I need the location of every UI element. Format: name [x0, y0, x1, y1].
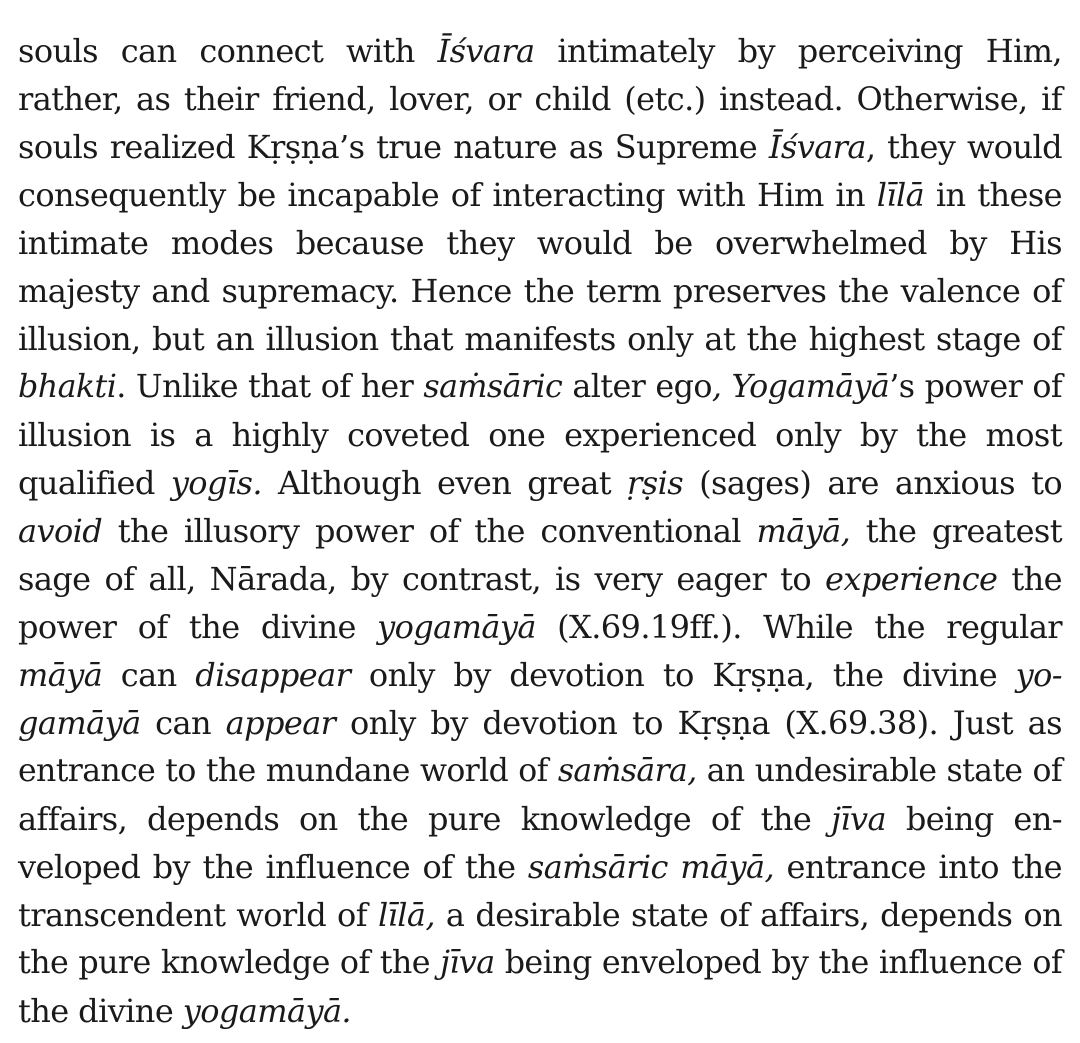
text-run: veloped by the influence of the: [18, 848, 528, 886]
text-run: only by devotion to Kṛṣṇa (X.69.38). Just as: [335, 704, 1062, 742]
text-run: entrance into the: [774, 848, 1062, 886]
text-run: intimate modes because they would be overwhelmed by His: [18, 224, 1062, 262]
italic-term: māyā: [18, 656, 103, 694]
text-run: souls realized Kṛṣṇa’s true nature as Supreme: [18, 128, 769, 166]
text-run: affairs, depends on the pure knowledge of the: [18, 800, 832, 838]
italic-term: disappear: [195, 656, 351, 694]
italic-term: gamāyā: [18, 704, 141, 742]
text-run: rather, as their friend, lover, or child (etc.) instead. Otherwise, if: [18, 80, 1062, 118]
italic-term: ṛṣis: [627, 464, 684, 502]
text-line: [18, 555, 1062, 603]
text-run: ’s power of: [889, 369, 1062, 405]
text-line: [18, 891, 1062, 939]
text-line: [18, 939, 1062, 987]
text-run: majesty and supremacy. Hence the term preserves the valence of: [18, 272, 1062, 310]
text-run: power of the divine: [18, 608, 378, 646]
text-run: illusion, but an illusion that manifests only at the highest stage of: [18, 320, 1062, 358]
text-line: [18, 123, 1062, 171]
text-line: [18, 219, 1062, 267]
italic-term: jīva: [440, 945, 495, 981]
text-run: consequently be incapable of interacting with Him in: [18, 176, 877, 214]
text-line: [18, 507, 1062, 555]
text-line: [18, 651, 1062, 699]
text-run: qualified: [18, 464, 171, 502]
text-run: transcendent world of: [18, 896, 378, 934]
text-run: (X.69.19ff.). While the regular: [535, 608, 1062, 646]
italic-term: Īśvara: [768, 128, 866, 166]
italic-term: līlā: [876, 176, 925, 214]
italic-term: bhakti: [18, 369, 117, 405]
text-line: [18, 747, 1062, 795]
text-run: the illusory power of the conventional: [102, 512, 757, 550]
text-line: [18, 267, 1062, 315]
text-line: [18, 987, 1062, 1035]
text-run: can: [102, 656, 196, 694]
text-run: being enveloped by the influence of: [494, 945, 1063, 981]
text-line: [18, 843, 1062, 891]
text-run: the divine: [18, 992, 183, 1030]
italic-term: appear: [225, 704, 336, 742]
italic-term: saṁsāric: [423, 369, 563, 405]
italic-term: saṁsāric māyā,: [527, 848, 775, 886]
text-run: alter ego: [562, 369, 712, 405]
text-run: being en-: [886, 800, 1062, 838]
text-line: [18, 27, 1062, 75]
text-line: [18, 315, 1062, 363]
text-line: [18, 363, 1062, 411]
italic-term: yo-: [1015, 656, 1062, 694]
text-run: . Unlike that of her: [116, 369, 424, 405]
italic-term: , Yogamāyā: [711, 369, 890, 405]
text-run: , they would: [865, 128, 1062, 166]
text-run: souls can connect with: [18, 32, 438, 70]
text-run: sage of all, Nārada, by contrast, is very eager to: [18, 560, 826, 598]
text-line: [18, 75, 1062, 123]
text-line: [18, 411, 1062, 459]
text-line: [18, 603, 1062, 651]
body-paragraph: [18, 27, 1062, 1035]
italic-term: māyā,: [756, 512, 851, 550]
text-line: [18, 459, 1062, 507]
text-line: [18, 795, 1062, 843]
text-run: in these: [924, 176, 1062, 214]
text-run: a desirable state of affairs, depends on: [434, 896, 1062, 934]
text-run: Although even great: [261, 464, 628, 502]
text-run: (sages) are anxious to: [683, 464, 1062, 502]
text-line: [18, 699, 1062, 747]
italic-term: yogamāyā: [377, 608, 536, 646]
italic-term: experience: [825, 560, 998, 598]
text-run: an undesirable state of: [696, 753, 1062, 789]
italic-term: yogīs.: [170, 464, 262, 502]
text-run: the greatest: [850, 512, 1062, 550]
text-run: only by devotion to Kṛṣṇa, the divine: [350, 656, 1016, 694]
italic-term: saṁsāra,: [557, 753, 697, 789]
text-run: the: [997, 560, 1062, 598]
text-run: can: [140, 704, 226, 742]
italic-term: yogamāyā.: [182, 992, 351, 1030]
text-run: intimately by perceiving Him,: [534, 32, 1062, 70]
text-run: illusion is a highly coveted one experienced only by the most: [18, 416, 1062, 454]
italic-term: līlā,: [377, 896, 435, 934]
text-line: [18, 171, 1062, 219]
italic-term: jīva: [831, 800, 886, 838]
text-run: the pure knowledge of the: [18, 945, 441, 981]
italic-term: avoid: [18, 512, 103, 550]
italic-term: Īśvara: [437, 32, 535, 70]
text-run: entrance to the mundane world of: [18, 753, 558, 789]
